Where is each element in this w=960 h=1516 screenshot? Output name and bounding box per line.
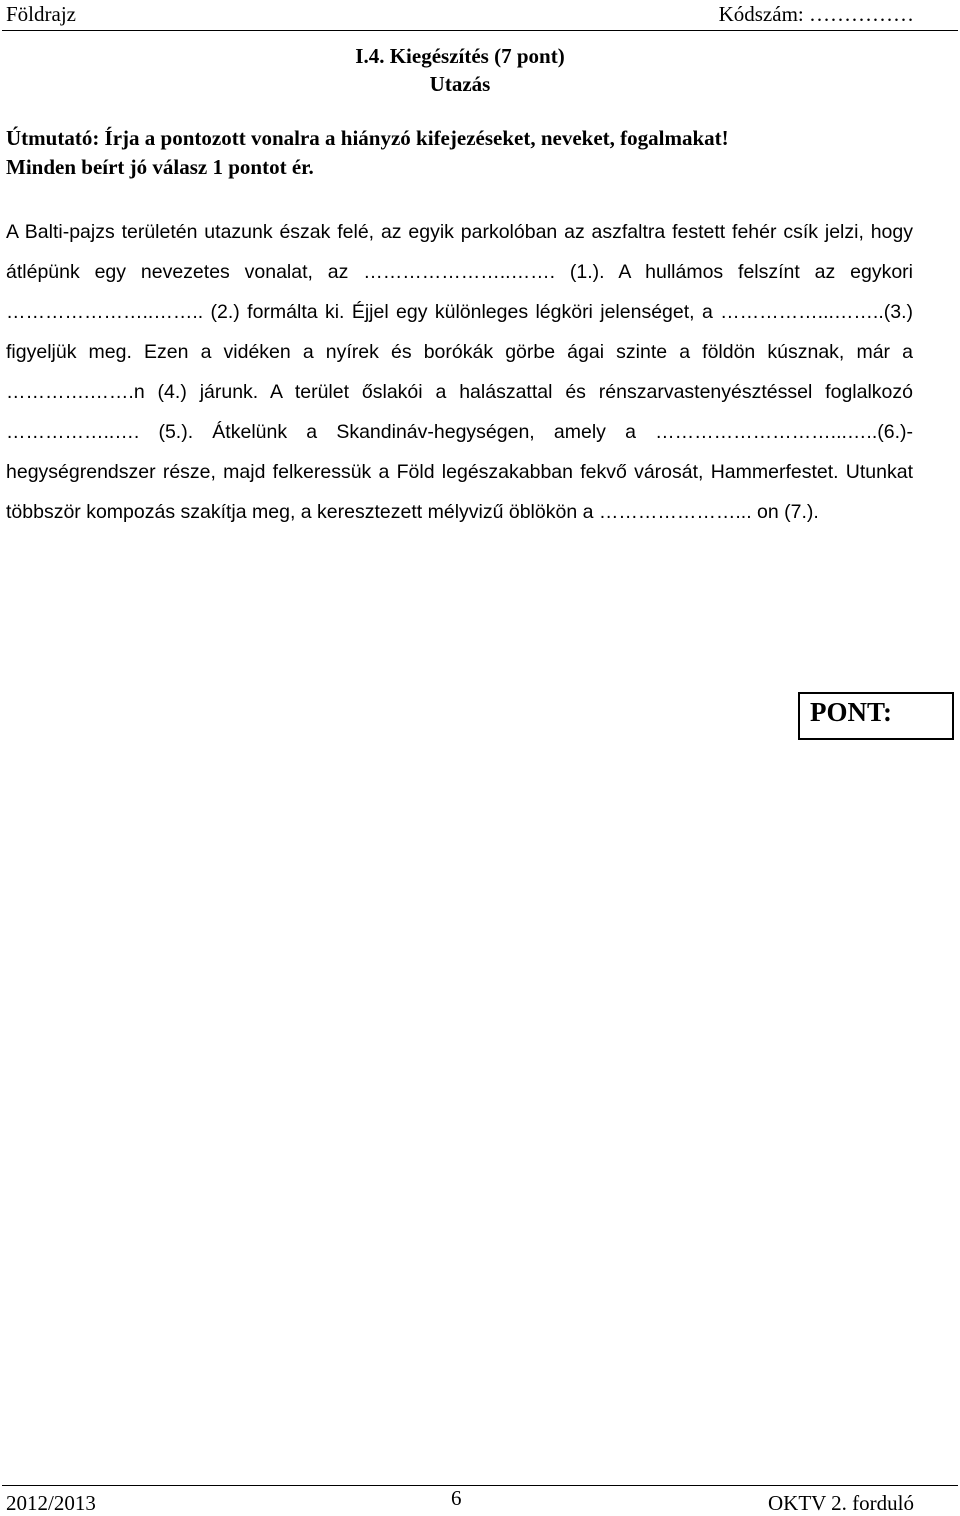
section-title: I.4. Kiegészítés (7 pont) <box>355 44 565 68</box>
section-heading <box>0 42 920 98</box>
header-divider <box>2 30 958 31</box>
footer-divider <box>2 1485 958 1486</box>
page-footer <box>0 1485 960 1515</box>
exam-name: OKTV 2. forduló <box>767 1491 914 1515</box>
page-header <box>0 0 960 34</box>
score-label: PONT: <box>810 697 892 727</box>
fill-in-text: A Balti-pajzs területén utazunk észak felé, az egyik parkolóban az aszfaltra festett fehér csík jelzi, hogy átlépünk egy nevezetes vonalat, az …………………..……. (1.). A hullámos felszínt az egykori …………………..…….. (2.) formálta ki. Éjjel egy különleges légköri jelenséget, a ……………...……..(3.) figyeljük meg. Ezen a vidéken a nyírek és borókák görbe ágai szinte a földön kúsznak, már a ………….…….n (4.) járunk. A terület őslakói a halászattal és rénszarvastenyésztéssel foglalkozó ……………..…. (5.). Átkelünk a Skandináv-hegységen, amely a ………………………...…..(6.)-hegységrendszer része, majd felkeressük a Föld legészakabban fekvő városát, Hammerfestet. Utunkat többször kompozás szakítja meg, a keresztezett mélyvizű öblökön a …………………... on (7.). <box>6 221 913 523</box>
instructions-line-1: Útmutató: Írja a pontozott vonalra a hiányzó kifejezéseket, neveket, fogalmakat! <box>6 126 729 150</box>
page-number: 6 <box>451 1486 462 1510</box>
score-box <box>798 692 954 740</box>
instructions-line-2: Minden beírt jó válasz 1 pontot ér. <box>6 155 314 179</box>
school-year: 2012/2013 <box>6 1491 96 1515</box>
subject-label: Földrajz <box>6 2 76 26</box>
section-subtitle: Utazás <box>429 72 491 96</box>
code-label: Kódszám: …………… <box>718 2 914 26</box>
instructions <box>6 124 729 182</box>
